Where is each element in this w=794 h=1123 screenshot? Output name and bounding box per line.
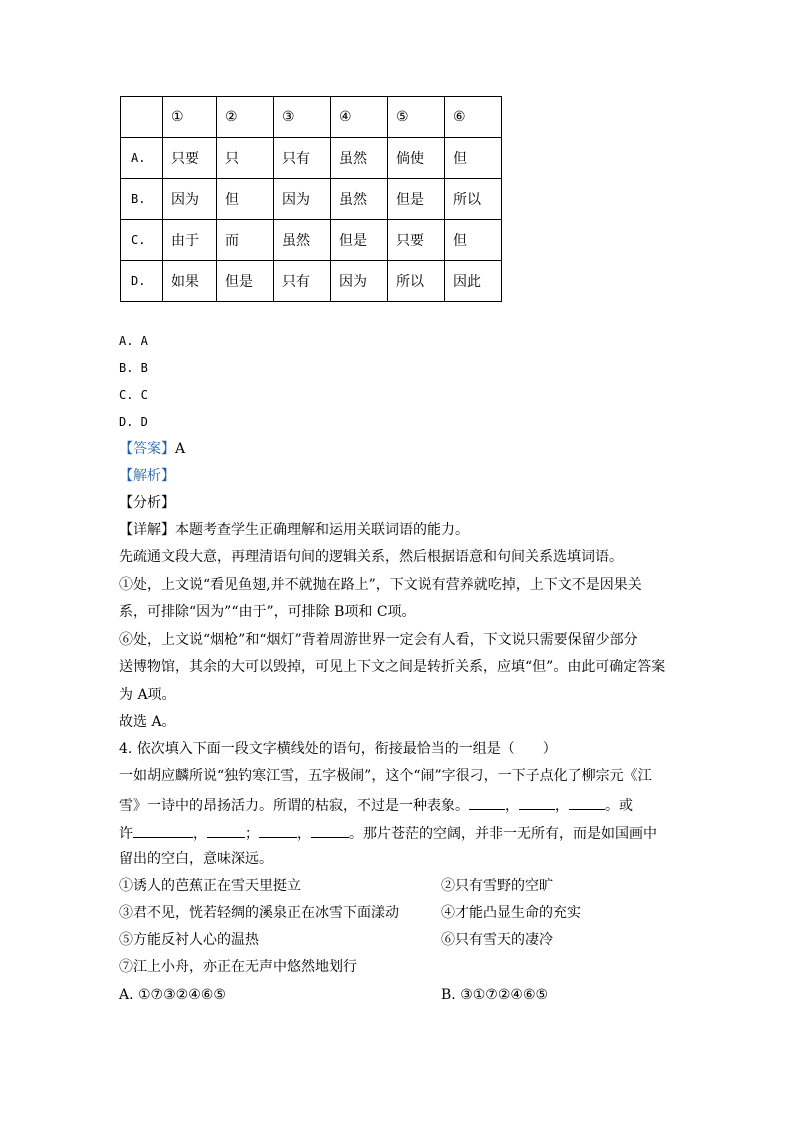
sentence-item: ③君不见，恍若轻绸的溪泉正在冰雪下面漾动 <box>119 905 399 921</box>
blank-line <box>311 823 349 838</box>
choice-d: D. D <box>119 415 148 429</box>
passage-line: 留出的空白，意味深远。 <box>119 851 273 867</box>
sentence-item: ②只有雪野的空旷 <box>441 878 553 894</box>
table-cell: 只要 <box>163 138 217 179</box>
detail-line <box>119 521 469 539</box>
sentence-item: ⑤方能反衬人心的温热 <box>119 932 259 948</box>
table-cell: 所以 <box>445 179 502 220</box>
table-cell: 所以 <box>388 261 445 302</box>
table-cell: C. <box>121 220 163 261</box>
detail-text: 本题考查学生正确理解和运用关联词语的能力。 <box>175 522 469 538</box>
table-cell: 如果 <box>163 261 217 302</box>
table-cell: ⑥ <box>445 97 502 138</box>
table-cell: 只 <box>217 138 274 179</box>
table-cell <box>121 97 163 138</box>
table-cell: 但 <box>445 138 502 179</box>
explanation-para: ①处，上文说“看见鱼翅,并不就抛在路上”，下文说有营养就吃掉，上下文不是因果关 <box>119 577 642 593</box>
table-cell: 而 <box>217 220 274 261</box>
table-cell: 但是 <box>388 179 445 220</box>
table-cell: 因为 <box>274 179 331 220</box>
answer-value: A <box>175 441 186 457</box>
table-header-row <box>121 97 502 138</box>
fenxi-label: 【分析】 <box>119 495 175 511</box>
conclusion: 故选 A。 <box>119 714 176 730</box>
punct: ， <box>555 798 569 814</box>
table-row <box>121 220 502 261</box>
answer-label: 【答案】 <box>119 441 175 457</box>
choice-b: B. B <box>119 361 148 375</box>
table-cell: 虽然 <box>274 220 331 261</box>
table-cell: 但 <box>445 220 502 261</box>
passage-text: 许 <box>119 826 133 842</box>
explanation-para: 送博物馆，其余的大可以毁掉，可见上下文之间是转折关系，应填“但”。由此可确定答案 <box>119 659 666 675</box>
table-cell: D. <box>121 261 163 302</box>
table-row <box>121 179 502 220</box>
table-cell: 因为 <box>163 179 217 220</box>
answer-line <box>119 440 185 458</box>
punct: ； <box>245 826 259 842</box>
table-cell: ③ <box>274 97 331 138</box>
table-cell: 但是 <box>217 261 274 302</box>
choice-c: C. C <box>119 388 148 402</box>
explanation-para: ⑥处，上文说“烟枪”和“烟灯”背着周游世界一定会有人看，下文说只需要保留少部分 <box>119 632 638 648</box>
passage-text: 雪》一诗中的昂扬活力。所谓的枯寂，不过是一种表象。 <box>119 798 469 814</box>
passage-text: 。那片苍茫的空阔，并非一无所有，而是如国画中 <box>349 826 657 842</box>
table-cell: ④ <box>331 97 388 138</box>
punct: 。或 <box>605 798 633 814</box>
table-cell: 只有 <box>274 261 331 302</box>
passage-line: 一如胡应麟所说“独钓寒江雪，五字极闹”，这个“闹”字很刁，一下子点化了柳宗元《江 <box>119 768 652 784</box>
question-4-stem: 4. 依次填入下面一段文字横线处的语句，衔接最恰当的一组是（ ） <box>119 741 557 757</box>
table-cell: 倘使 <box>388 138 445 179</box>
table-cell: 只有 <box>274 138 331 179</box>
sentence-item: ①诱人的芭蕉正在雪天里挺立 <box>119 878 301 894</box>
sentence-item: ④才能凸显生命的充实 <box>441 905 581 921</box>
blank-line <box>259 823 297 838</box>
blank-line <box>569 795 605 810</box>
table-row <box>121 261 502 302</box>
table-cell: 但是 <box>331 220 388 261</box>
detail-label: 【详解】 <box>119 522 175 538</box>
passage-line <box>119 795 633 815</box>
passage-line <box>119 823 657 843</box>
table-cell: ① <box>163 97 217 138</box>
blank-line <box>519 795 555 810</box>
punct: ， <box>193 826 207 842</box>
sentence-item: ⑥只有雪天的凄冷 <box>441 932 553 948</box>
table-cell: 但 <box>217 179 274 220</box>
punct: ， <box>505 798 519 814</box>
blank-line <box>133 823 193 838</box>
explanation-para: 为 A项。 <box>119 687 176 703</box>
table-cell: 因为 <box>331 261 388 302</box>
blank-line <box>207 823 245 838</box>
options-table <box>120 96 502 302</box>
table-cell: 因此 <box>445 261 502 302</box>
explanation-para: 先疏通文段大意，再理清语句间的逻辑关系，然后根据语意和句间关系选填词语。 <box>119 549 623 565</box>
blank-line <box>469 795 505 810</box>
table-cell: 只要 <box>388 220 445 261</box>
choice-a: A. A <box>119 334 148 348</box>
table-cell: 虽然 <box>331 138 388 179</box>
table-cell: B. <box>121 179 163 220</box>
table-cell: 由于 <box>163 220 217 261</box>
punct: ， <box>297 826 311 842</box>
table-cell: A. <box>121 138 163 179</box>
option-a: A. ①⑦③②④⑥⑤ <box>119 987 226 1003</box>
sentence-item: ⑦江上小舟，亦正在无声中悠然地划行 <box>119 959 357 975</box>
table-cell: ② <box>217 97 274 138</box>
explanation-para: 系，可排除“因为”“由于”，可排除 B项和 C项。 <box>119 604 416 620</box>
table-cell: 虽然 <box>331 179 388 220</box>
table-row <box>121 138 502 179</box>
analysis-label: 【解析】 <box>119 468 175 484</box>
option-b: B. ③①⑦②④⑥⑤ <box>441 987 549 1003</box>
table-cell: ⑤ <box>388 97 445 138</box>
